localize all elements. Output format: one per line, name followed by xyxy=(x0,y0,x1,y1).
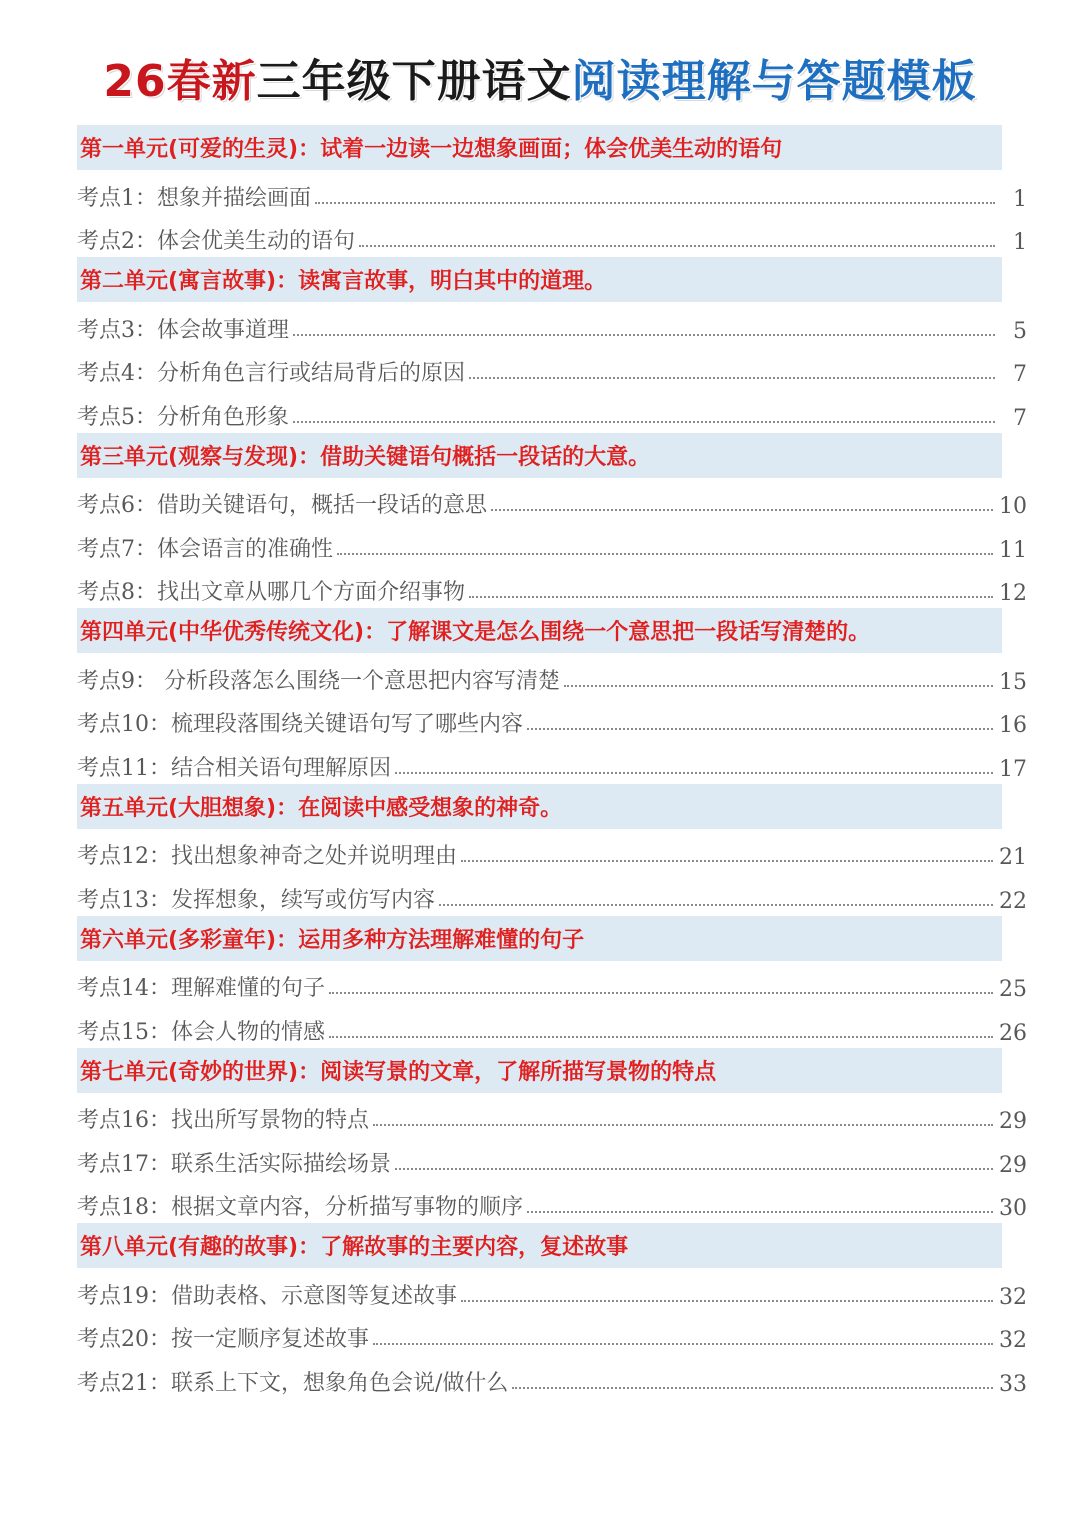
toc-entry-page-number: 26 xyxy=(999,1020,1027,1046)
dot-leader xyxy=(527,1211,993,1213)
toc-entry[interactable] xyxy=(77,1093,1027,1137)
toc-entry-page-number: 32 xyxy=(999,1284,1027,1310)
dot-leader xyxy=(527,728,993,730)
toc-entry[interactable] xyxy=(77,521,1027,565)
toc-entry[interactable] xyxy=(77,170,1027,214)
toc-entry-page-number: 1 xyxy=(1013,230,1027,255)
toc-entry-label: 考点3：体会故事道理 xyxy=(77,317,289,343)
unit-heading: 第六单元(多彩童年)：运用多种方法理解难懂的句子 xyxy=(77,916,1002,961)
dot-leader xyxy=(439,904,993,906)
toc-entry[interactable] xyxy=(77,1268,1027,1312)
toc-entry-page-number: 30 xyxy=(999,1196,1027,1221)
toc-entry-page-number: 17 xyxy=(999,756,1027,782)
toc-entry[interactable] xyxy=(77,740,1027,784)
title-part-red: 26春新 xyxy=(103,56,257,107)
dot-leader xyxy=(359,245,995,247)
toc-entry-page-number: 29 xyxy=(999,1152,1027,1178)
toc-entry-label: 考点7：体会语言的准确性 xyxy=(77,536,333,562)
toc-entry-label: 考点6：借助关键语句，概括一段话的意思 xyxy=(77,493,487,518)
toc-entry-page-number: 5 xyxy=(1013,318,1027,344)
toc-entry-label: 考点4：分析角色言行或结局背后的原因 xyxy=(77,361,465,386)
toc-entry[interactable] xyxy=(77,1004,1027,1048)
toc-entry-page-number: 22 xyxy=(999,888,1027,914)
toc-entry-label: 考点18：根据文章内容，分析描写事物的顺序 xyxy=(77,1195,523,1220)
toc-entry-label: 考点15：体会人物的情感 xyxy=(77,1019,325,1045)
dot-leader xyxy=(293,421,995,423)
toc-entry[interactable] xyxy=(77,1136,1027,1180)
dot-leader xyxy=(491,509,993,511)
toc-entry-page-number: 7 xyxy=(1013,405,1027,431)
toc-entry-page-number: 25 xyxy=(999,977,1027,1002)
toc-entry-page-number: 15 xyxy=(999,669,1027,695)
dot-leader xyxy=(461,860,993,862)
unit-heading: 第二单元(寓言故事)：读寓言故事，明白其中的道理。 xyxy=(77,257,1002,302)
toc-entry[interactable] xyxy=(77,829,1027,873)
unit-heading: 第八单元(有趣的故事)：了解故事的主要内容，复述故事 xyxy=(77,1223,1002,1268)
toc-entry-page-number: 10 xyxy=(999,494,1027,519)
dot-leader xyxy=(469,377,995,379)
toc-entry-label: 考点12：找出想象神奇之处并说明理由 xyxy=(77,844,457,869)
toc-entry-label: 考点16：找出所写景物的特点 xyxy=(77,1108,369,1133)
toc-entry-label: 考点5：分析角色形象 xyxy=(77,404,289,430)
unit-heading: 第三单元(观察与发现)：借助关键语句概括一段话的大意。 xyxy=(77,433,1002,478)
title-part-blue: 阅读理解与答题模板 xyxy=(571,56,977,107)
toc-entry[interactable] xyxy=(77,1355,1027,1399)
toc-entry-page-number: 12 xyxy=(999,581,1027,606)
toc-entry[interactable] xyxy=(77,1312,1027,1356)
toc-entry-label: 考点10：梳理段落围绕关键语句写了哪些内容 xyxy=(77,712,523,737)
toc-entry-label: 考点21：联系上下文，想象角色会说/做什么 xyxy=(77,1370,509,1396)
toc-entry[interactable] xyxy=(77,214,1027,258)
unit-heading: 第一单元(可爱的生灵)：试着一边读一边想象画面；体会优美生动的语句 xyxy=(77,125,1002,170)
dot-leader xyxy=(395,772,993,774)
toc-entry[interactable] xyxy=(77,872,1027,916)
dot-leader xyxy=(512,1387,993,1389)
dot-leader xyxy=(564,685,993,687)
toc-entry-label: 考点2：体会优美生动的语句 xyxy=(77,229,355,254)
dot-leader xyxy=(373,1343,993,1345)
table-of-contents xyxy=(77,125,1027,1399)
toc-entry-page-number: 21 xyxy=(999,845,1027,870)
unit-heading: 第七单元(奇妙的世界)：阅读写景的文章，了解所描写景物的特点 xyxy=(77,1048,1002,1093)
toc-entry[interactable] xyxy=(77,565,1027,609)
dot-leader xyxy=(329,1036,993,1038)
toc-entry-page-number: 29 xyxy=(999,1109,1027,1134)
toc-entry-label: 考点11：结合相关语句理解原因 xyxy=(77,755,391,781)
unit-heading: 第五单元(大胆想象)：在阅读中感受想象的神奇。 xyxy=(77,784,1002,829)
dot-leader xyxy=(469,596,993,598)
dot-leader xyxy=(329,992,993,994)
toc-entry[interactable] xyxy=(77,389,1027,433)
dot-leader xyxy=(395,1168,993,1170)
toc-entry-label: 考点19：借助表格、示意图等复述故事 xyxy=(77,1283,457,1309)
toc-entry[interactable] xyxy=(77,961,1027,1005)
toc-entry[interactable] xyxy=(77,653,1027,697)
toc-entry[interactable] xyxy=(77,302,1027,346)
toc-entry-page-number: 7 xyxy=(1013,362,1027,387)
toc-entry-label: 考点17：联系生活实际描绘场景 xyxy=(77,1151,391,1177)
toc-entry-page-number: 1 xyxy=(1013,186,1027,212)
dot-leader xyxy=(293,334,995,336)
toc-entry-page-number: 16 xyxy=(999,713,1027,738)
dot-leader xyxy=(315,202,995,204)
toc-entry-label: 考点14：理解难懂的句子 xyxy=(77,976,325,1001)
toc-entry[interactable] xyxy=(77,697,1027,741)
toc-entry-page-number: 33 xyxy=(999,1371,1027,1397)
toc-entry[interactable] xyxy=(77,1180,1027,1224)
toc-entry[interactable] xyxy=(77,478,1027,522)
page-title xyxy=(0,52,1080,112)
toc-entry-label: 考点9： 分析段落怎么围绕一个意思把内容写清楚 xyxy=(77,668,560,694)
toc-entry-label: 考点13：发挥想象，续写或仿写内容 xyxy=(77,887,435,913)
dot-leader xyxy=(337,553,993,555)
unit-heading: 第四单元(中华优秀传统文化)：了解课文是怎么围绕一个意思把一段话写清楚的。 xyxy=(77,608,1002,653)
toc-entry-label: 考点20：按一定顺序复述故事 xyxy=(77,1327,369,1352)
title-part-black: 三年级下册语文 xyxy=(256,56,572,107)
toc-entry-page-number: 32 xyxy=(999,1328,1027,1353)
dot-leader xyxy=(373,1124,993,1126)
toc-entry-label: 考点8：找出文章从哪几个方面介绍事物 xyxy=(77,580,465,605)
toc-entry[interactable] xyxy=(77,346,1027,390)
toc-entry-page-number: 11 xyxy=(999,537,1027,563)
toc-entry-label: 考点1：想象并描绘画面 xyxy=(77,185,311,211)
dot-leader xyxy=(461,1300,993,1302)
